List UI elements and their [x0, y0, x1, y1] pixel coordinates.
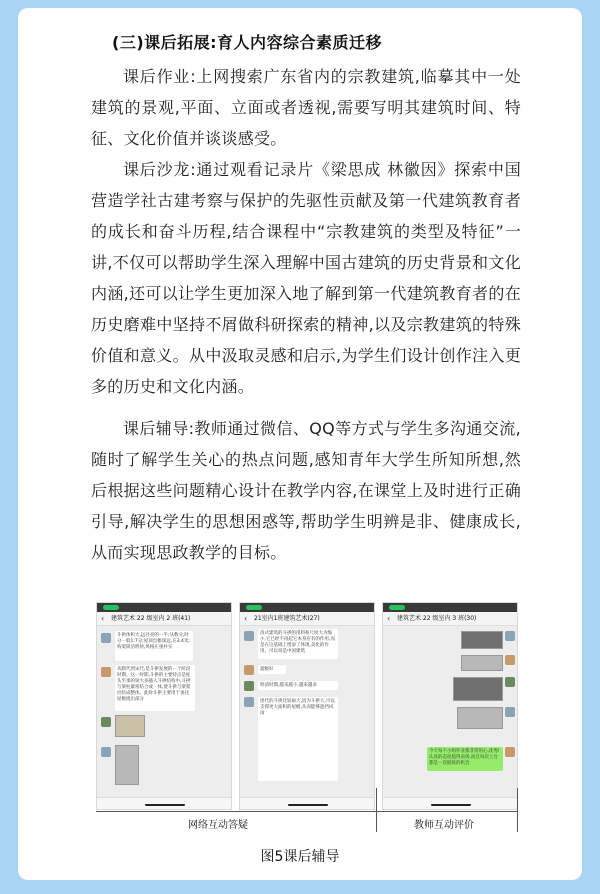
time-pill: [103, 605, 119, 610]
chat-title: 21室内1班建筑艺术(27): [254, 615, 320, 622]
home-indicator: [145, 804, 185, 806]
chat-titlebar: [383, 612, 517, 626]
chat-titlebar: [240, 612, 374, 626]
avatar: [244, 631, 254, 641]
back-arrow-icon: ‹: [101, 614, 105, 623]
home-indicator: [431, 804, 471, 806]
chat-titlebar: [97, 612, 231, 626]
chat-message: 清式建筑的斗拱的用料和尺度大为缩小,它已经不再起它本身应有的作用,而是在这基础上增添了体现,美化的作用。可以说是中国建筑: [258, 629, 338, 659]
time-pill: [246, 605, 262, 610]
paragraph-salon: 课后沙龙:通过观看记录片《梁思成 林徽因》探索中国营造学社古建考察与保护的先驱性贡献及第一代建筑教育者的成长和奋斗历程,结合课程中“宗教建筑的类型及特征”一讲,不仅可以帮助学生深入理解中国古建筑的历史背景和文化内涵,还可以让学生更加深入地了解到第一代建筑教育者的在历史磨难中坚持不屑做科研探索的精神,以及宗教建筑的特殊价值和意义。从中汲取灵感和启示,为学生们设计创作注入更多的历史和文化内涵。: [91, 160, 521, 396]
avatar: [101, 747, 111, 757]
status-bar: [240, 603, 374, 612]
paragraph-tutoring: 课后辅导:教师通过微信、QQ等方式与学生多沟通交流,随时了解学生关心的热点问题,感知青年大学生所知所想,然后根据这些问题精心设计在教学内容,在课堂上及时进行正确引导,解决学生的思想困惑等,帮助学生明辨是非、健康成长,从而实现思政教学的目标。: [91, 419, 521, 562]
chat-title: 建筑艺术 22 级室内 3 班(30): [397, 615, 477, 622]
avatar: [244, 681, 254, 691]
image-thumbnail: [461, 631, 503, 649]
caption-separator: [376, 788, 377, 832]
image-thumbnail: [115, 745, 139, 785]
subcaption-online-qa: 网络互动答疑: [188, 820, 248, 831]
section-heading: (三)课后拓展:育人内容综合素质迁移: [112, 33, 383, 52]
home-indicator: [288, 804, 328, 806]
caption-separator: [517, 788, 518, 832]
subcaption-teacher-review: 教师互动评价: [414, 820, 474, 831]
chat-title: 建筑艺术 22 级室内 2 班(41): [111, 615, 191, 622]
avatar: [505, 677, 515, 687]
image-thumbnail: [457, 707, 503, 729]
caption-divider: [96, 811, 518, 812]
avatar: [101, 717, 111, 727]
avatar: [505, 655, 515, 665]
chat-message: 从隋代到宋代,是斗拱发展的一个阶段时期。这一时期,斗拱的主要特点是柱头至承的梁大多插入斗拱结构中,斗拱与梁柱紧密结合成一体,使斗拱与梁架拉结成整体。此时斗拱主要用于承托屋檐挑出部分: [115, 665, 195, 711]
chat-message: 今天每个小组作业都非常用心,优秀!认真的态度值得表扬,而且每次上台都是一次锻炼的机会: [427, 747, 503, 771]
chat-screenshots-figure: [96, 602, 518, 832]
status-bar: [383, 603, 517, 612]
bottom-bar: [240, 797, 374, 809]
back-arrow-icon: ‹: [387, 614, 391, 623]
avatar: [244, 665, 254, 675]
avatar: [101, 667, 111, 677]
image-thumbnail: [115, 715, 145, 737]
chat-screenshot-1: [96, 602, 232, 810]
image-thumbnail: [461, 655, 503, 671]
chat-message: 唐代的斗拱比较硕大,因为斗拱大,可以支撑更大面积的屋檐,从而能够遮挡风雨: [258, 697, 338, 781]
chat-message: 明清时期,越来越小,越来越多: [258, 681, 338, 690]
bottom-bar: [383, 797, 517, 809]
time-pill: [389, 605, 405, 610]
chat-screenshot-2: [239, 602, 375, 810]
paragraph-homework: 课后作业:上网搜索广东省内的宗教建筑,临摹其中一处建筑的景观,平面、立面或者透视,需要写明其建筑时间、特征、文化价值并谈谈感受。: [91, 67, 521, 148]
avatar: [505, 631, 515, 641]
avatar: [101, 633, 111, 643]
avatar: [244, 697, 254, 707]
avatar: [505, 707, 515, 717]
chat-message: 超级好: [258, 665, 286, 674]
chat-screenshot-3: [382, 602, 518, 810]
figure-caption: 图5课后辅导: [260, 849, 340, 865]
status-bar: [97, 603, 231, 612]
back-arrow-icon: ‹: [244, 614, 248, 623]
avatar: [505, 747, 515, 757]
chat-message: 斗拱体积大,远径亮的一半;从数分,时分一般1:7分;屋顶出檐深远,在3.4米;构架简洁明快,风格庄重朴实: [115, 631, 193, 661]
image-thumbnail: [453, 677, 503, 701]
bottom-bar: [97, 797, 231, 809]
